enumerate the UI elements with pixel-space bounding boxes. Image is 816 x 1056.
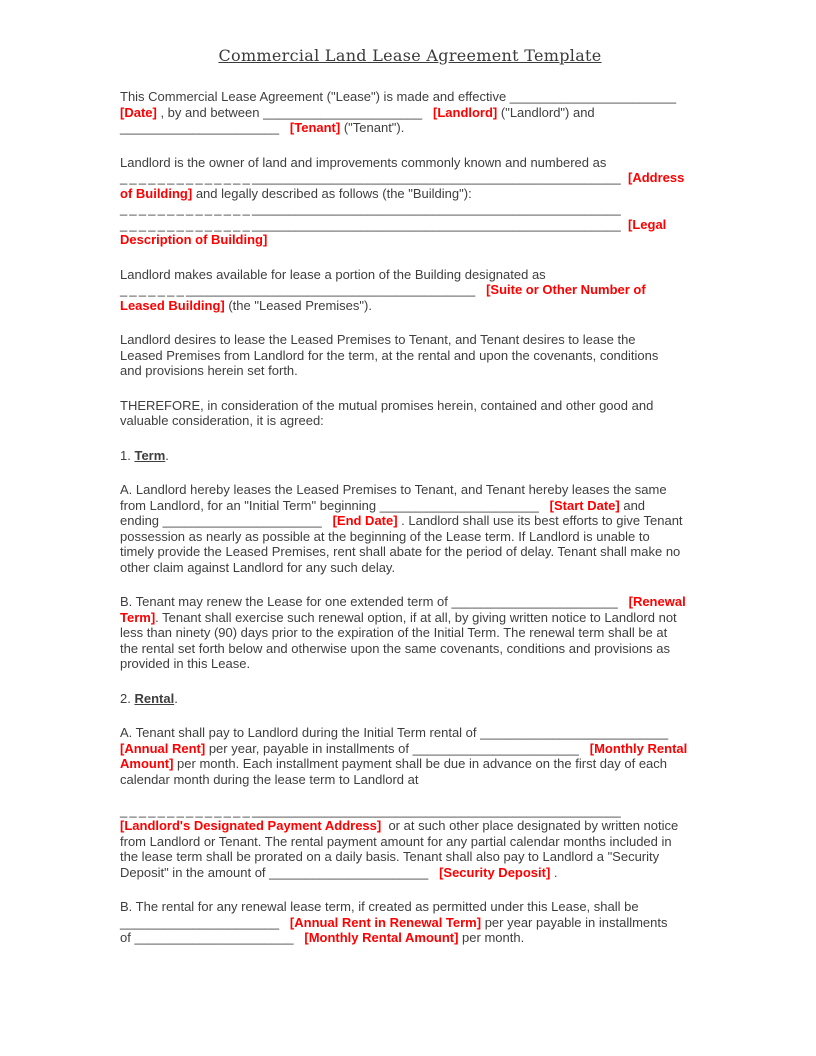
placeholder-field: [Landlord's Designated Payment Address]	[120, 818, 382, 833]
text-line	[120, 201, 700, 217]
rental-b-paragraph	[120, 899, 700, 946]
text-line	[120, 691, 700, 707]
text-run: or at such other place designated by written notice	[381, 818, 679, 833]
text-run: and	[619, 497, 646, 513]
text-line	[120, 170, 700, 186]
text-run: , by and between	[156, 104, 264, 120]
placeholder-field: [Address	[628, 170, 685, 185]
text-run: 1.	[120, 447, 135, 463]
document-title: Commercial Land Lease Agreement Template	[218, 46, 602, 65]
fill-in-blank-line: ______________________	[120, 914, 280, 930]
placeholder-field: [Security Deposit]	[439, 864, 551, 880]
text-line	[120, 332, 700, 348]
text-run: and legally described as follows (the "Building"):	[192, 185, 472, 201]
text-run	[279, 120, 290, 135]
text-line	[120, 725, 700, 741]
text-run	[475, 282, 486, 297]
fill-in-blank-line: ______________________	[162, 513, 322, 528]
text-run: provided in this Lease.	[120, 656, 251, 671]
text-line	[120, 413, 700, 429]
text-run: Landlord desires to lease the Leased Premises to Tenant, and Tenant desires to lease the	[120, 332, 636, 347]
text-run: from Landlord or Tenant. The rental payment amount for any partial calendar months included in	[120, 833, 672, 849]
fill-in-blank-line: ______________	[120, 201, 253, 216]
text-line	[120, 865, 700, 881]
fill-in-blank-line: ___________________________________________________	[252, 802, 621, 818]
fill-in-blank-line: ______________________	[379, 497, 539, 513]
fill-in-blank-line: _______	[120, 282, 187, 297]
fill-in-blank-line: ______________________	[134, 930, 294, 945]
text-line	[120, 641, 700, 657]
text-run: ending	[120, 513, 163, 528]
section-2-rental-heading	[120, 691, 700, 707]
text-line	[120, 282, 700, 298]
text-run	[539, 498, 550, 513]
text-run	[422, 105, 433, 120]
text-line	[120, 482, 700, 498]
text-line	[120, 756, 700, 772]
text-run	[279, 915, 290, 930]
text-run	[294, 930, 305, 945]
placeholder-field: [Monthly Rental	[589, 740, 688, 756]
text-line	[120, 899, 700, 915]
text-run: calendar month during the lease term to Landlord at	[120, 771, 419, 787]
text-run: valuable consideration, it is agreed:	[120, 413, 324, 428]
text-run: .	[550, 864, 558, 880]
fill-in-blank-line: _______________________	[412, 740, 579, 756]
heading-word: Rental	[134, 690, 175, 706]
fill-in-blank-line: ___________________________________________________	[252, 201, 621, 216]
text-run	[322, 513, 333, 528]
placeholder-field: [End Date]	[332, 513, 398, 528]
placeholder-field: [Monthly Rental Amount]	[304, 930, 459, 945]
text-run: ("Tenant").	[340, 120, 405, 135]
text-run: .	[165, 447, 169, 463]
text-line	[120, 186, 700, 202]
text-run: Deposit" in the amount of	[120, 864, 270, 880]
placeholder-field: [Annual Rent]	[120, 740, 206, 756]
text-line	[120, 930, 700, 946]
placeholder-field: [Tenant]	[289, 120, 341, 135]
text-line	[120, 398, 700, 414]
placeholder-field: [Annual Rent in Renewal Term]	[289, 914, 482, 930]
fill-in-blank-line: ______________	[120, 216, 253, 232]
heading-word: Term	[134, 447, 166, 463]
text-line	[120, 610, 700, 626]
text-run: per year, payable in installments of	[205, 740, 413, 756]
text-line	[120, 915, 700, 931]
text-line	[120, 120, 700, 136]
text-line	[120, 298, 700, 314]
text-line	[120, 772, 700, 788]
text-line	[120, 849, 700, 865]
text-line	[120, 834, 700, 850]
fill-in-blank-line: ___________________________________________________	[252, 216, 621, 232]
text-run	[428, 865, 439, 880]
text-line	[120, 155, 700, 171]
placeholder-field: [Legal	[628, 216, 667, 232]
text-line	[120, 348, 700, 364]
text-run: per year payable in installments	[481, 914, 668, 930]
text-run: 2.	[120, 690, 135, 706]
fill-in-blank-line: ______________________	[120, 120, 280, 135]
document-body	[120, 89, 700, 946]
placeholder-field: Description of Building]	[120, 232, 268, 247]
placeholder-field: [Start Date]	[549, 497, 620, 513]
fill-in-blank-line: _______________________	[451, 594, 618, 609]
text-line	[120, 803, 700, 819]
text-line	[120, 513, 700, 529]
text-run: and provisions herein set forth.	[120, 363, 298, 378]
text-run	[621, 217, 628, 232]
text-run: the lease term shall be prorated on a daily basis. Tenant shall also pay to Landlord a "Security	[120, 849, 660, 864]
text-line	[120, 560, 700, 576]
intro-paragraph	[120, 89, 700, 136]
text-run: A. Landlord hereby leases the Leased Premises to Tenant, and Tenant hereby leases the same	[120, 482, 667, 497]
placeholder-field: Leased Building]	[120, 297, 225, 313]
text-run: of	[120, 930, 135, 945]
placeholder-field: [Date]	[120, 104, 157, 120]
text-line	[120, 818, 700, 834]
text-run: Landlord makes available for lease a portion of the Building designated as	[120, 266, 546, 282]
fill-in-blank-line: ______________	[120, 802, 253, 818]
text-run: timely provide the Leased Premises, rent shall abate for the period of delay. Tenant shall make no	[120, 544, 681, 559]
text-run: per month.	[458, 930, 525, 945]
text-run: the rental set forth below and otherwise upon the same covenants, conditions and provisions as	[120, 640, 670, 656]
fill-in-blank-line: ________________________________________	[186, 282, 476, 297]
text-run: (the "Leased Premises").	[224, 297, 372, 313]
term-b-paragraph	[120, 594, 700, 672]
leased-premises-paragraph	[120, 267, 700, 314]
fill-in-blank-line: __________________________	[480, 725, 669, 740]
text-run: THEREFORE, in consideration of the mutual promises herein, contained and other good and	[120, 397, 654, 413]
text-line	[120, 498, 700, 514]
text-run	[621, 170, 628, 185]
placeholder-field: of Building]	[120, 185, 193, 201]
text-line	[120, 529, 700, 545]
desire-to-lease-paragraph	[120, 332, 700, 379]
text-run	[579, 741, 590, 756]
text-run: A. Tenant shall pay to Landlord during the Initial Term rental of	[120, 725, 481, 740]
text-line	[120, 105, 700, 121]
fill-in-blank-line: _______________________	[509, 89, 677, 104]
text-line	[120, 267, 700, 283]
placeholder-field: Term]	[120, 609, 156, 625]
text-line	[120, 544, 700, 560]
text-run: possession as nearly as possible at the beginning of the Lease term. If Landlord is unable to	[120, 528, 650, 544]
term-a-paragraph	[120, 482, 700, 575]
text-line	[120, 363, 700, 379]
placeholder-field: [Renewal	[628, 594, 686, 609]
placeholder-field: Amount]	[120, 756, 174, 771]
therefore-paragraph	[120, 398, 700, 429]
fill-in-blank-line: ______________	[120, 170, 253, 185]
fill-in-blank-line: ______________________	[263, 104, 423, 120]
text-run: per month. Each installment payment shall be due in advance on the first day of each	[173, 756, 668, 771]
text-run: ("Landlord") and	[497, 104, 595, 120]
text-line	[120, 625, 700, 641]
text-run: from Landlord, for an "Initial Term" beginning	[120, 497, 380, 513]
fill-in-blank-line: ___________________________________________________	[252, 170, 621, 185]
text-run: other claim against Landlord for any such delay.	[120, 559, 396, 575]
rental-a-paragraph	[120, 725, 700, 880]
text-line	[120, 741, 700, 757]
fill-in-blank-line: ______________________	[269, 864, 429, 880]
text-run: . Tenant shall exercise such renewal option, if at all, by giving written notice to Landlord not	[155, 609, 677, 625]
placeholder-field: [Suite or Other Number of	[486, 282, 646, 297]
text-run: Leased Premises from Landlord for the term, at the rental and upon the covenants, conditions	[120, 347, 659, 363]
text-run: This Commercial Lease Agreement ("Lease") is made and effective	[120, 89, 510, 104]
text-run: .	[174, 690, 178, 706]
text-line	[120, 656, 700, 672]
placeholder-field: [Landlord]	[433, 104, 498, 120]
text-line	[120, 787, 700, 803]
text-line	[120, 232, 700, 248]
text-line	[120, 217, 700, 233]
text-line	[120, 89, 700, 105]
text-run	[618, 594, 629, 609]
text-run: less than ninety (90) days prior to the expiration of the Initial Term. The renewal term shall be at	[120, 625, 668, 640]
text-run: Landlord is the owner of land and improvements commonly known and numbered as	[120, 154, 607, 170]
text-run: . Landlord shall use its best efforts to give Tenant	[397, 513, 683, 528]
text-line	[120, 594, 700, 610]
text-line	[120, 448, 700, 464]
section-1-term-heading	[120, 448, 700, 464]
text-run: B. The rental for any renewal lease term, if created as permitted under this Lease, shall be	[120, 899, 639, 914]
text-run: B. Tenant may renew the Lease for one extended term of	[120, 594, 452, 609]
building-description-paragraph	[120, 155, 700, 248]
